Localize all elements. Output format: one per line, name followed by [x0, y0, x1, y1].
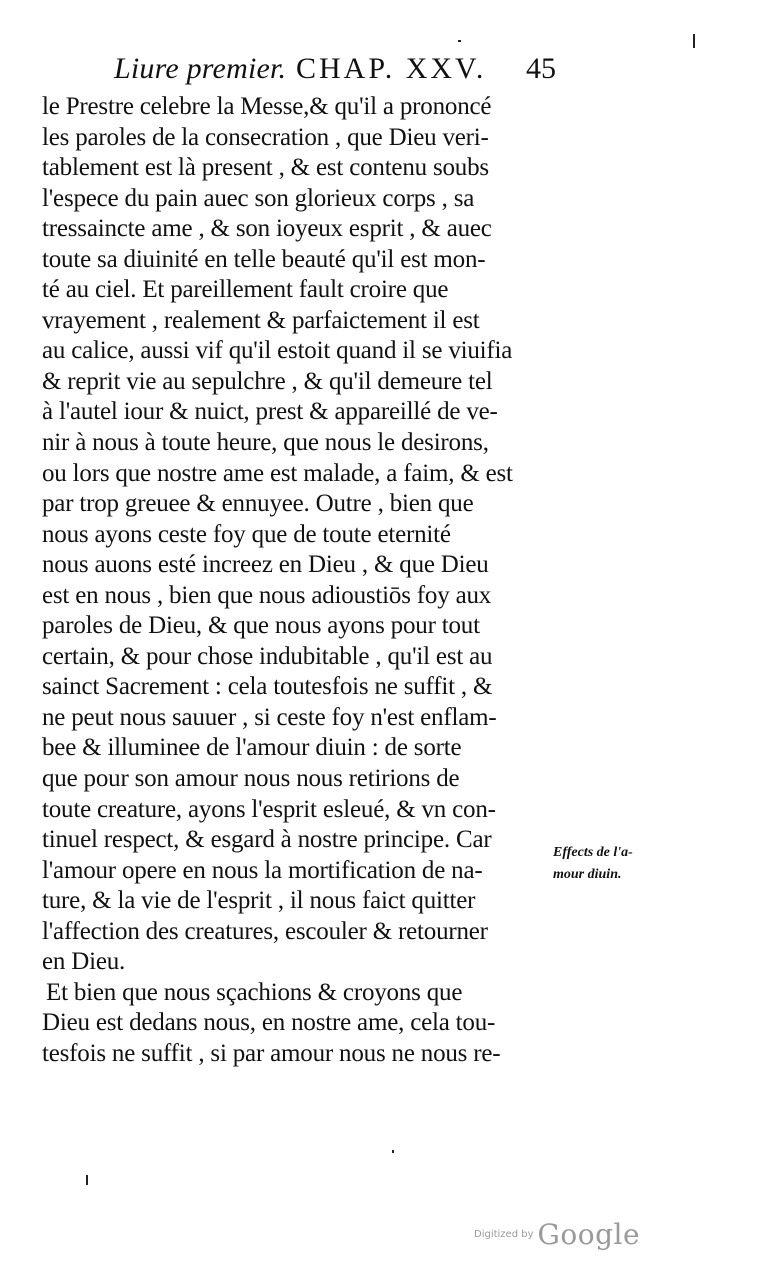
text-line: tablement est là present , & est contenu soubs	[42, 154, 489, 182]
text-line: tesfois ne suffit , si par amour nous ne nous re-	[42, 1039, 501, 1067]
running-title: Liure premier.	[114, 52, 287, 85]
text-line: tinuel respect, & esgard à nostre principe. Car	[42, 826, 492, 854]
text-line: toute sa diuinité en telle beauté qu'il est mon-	[42, 245, 486, 273]
text-line: par trop greuee & ennuyee. Outre , bien que	[42, 490, 474, 518]
page-header	[106, 52, 566, 92]
ink-speck	[458, 40, 461, 42]
text-line: & reprit vie au sepulchre , & qu'il demeure tel	[42, 367, 493, 395]
text-line: tressaincte ame , & son ioyeux esprit , & auec	[42, 215, 492, 243]
text-line: l'espece du pain auec son glorieux corps , sa	[42, 184, 475, 212]
margin-note	[553, 842, 663, 886]
text-line: les paroles de la consecration , que Dieu veri-	[42, 123, 489, 151]
text-line: nir à nous à toute heure, que nous le desirons,	[42, 429, 489, 457]
text-line: certain, & pour chose indubitable , qu'il est au	[42, 642, 493, 670]
text-line: vrayement , realement & parfaictement il est	[42, 306, 480, 334]
text-line: ou lors que nostre ame est malade, a faim, & est	[42, 459, 513, 487]
page-number: 45	[526, 52, 556, 85]
text-line: paroles de Dieu, & que nous ayons pour tout	[42, 612, 480, 640]
text-line: l'affection des creatures, escouler & retourner	[42, 917, 488, 945]
digitized-by-label: Digitized by	[474, 1229, 534, 1240]
chapter-label: CHAP. XXV.	[296, 52, 487, 85]
text-line: ture, & la vie de l'esprit , il nous faict quitter	[42, 887, 476, 915]
ink-speck	[392, 1150, 394, 1153]
text-line: toute creature, ayons l'esprit esleué, & vn con-	[42, 795, 496, 823]
text-line: le Prestre celebre la Messe,& qu'il a prononcé	[42, 93, 492, 120]
text-line: au calice, aussi vif qu'il estoit quand il se viuifia	[42, 337, 513, 365]
margin-note-line: mour diuin.	[553, 867, 622, 882]
text-line: Dieu est dedans nous, en nostre ame, cela tou-	[42, 1009, 496, 1037]
text-line: l'amour opere en nous la mortification de na-	[42, 856, 483, 884]
text-line: sainct Sacrement : cela toutesfois ne suffit , &	[42, 673, 493, 701]
body-text	[42, 92, 562, 1070]
text-line: nous auons esté increez en Dieu , & que Dieu	[42, 551, 489, 579]
text-line: que pour son amour nous nous retirions de	[42, 765, 460, 793]
text-line: té au ciel. Et pareillement fault croire que	[42, 276, 449, 304]
text-line: bee & illuminee de l'amour diuin : de sorte	[42, 734, 462, 762]
digitization-credit	[474, 1218, 640, 1251]
text-line: à l'autel iour & nuict, prest & appareillé de ve-	[42, 398, 498, 426]
text-line: est en nous , bien que nous adioustiōs foy aux	[42, 581, 492, 609]
ink-speck	[86, 1175, 88, 1185]
text-line: Et bien que nous sçachions & croyons que	[46, 978, 463, 1006]
text-line: ne peut nous sauuer , si ceste foy n'est enflam-	[42, 703, 497, 731]
ink-speck	[693, 34, 695, 48]
google-wordmark: Google	[537, 1218, 641, 1251]
text-line: en Dieu.	[42, 948, 126, 976]
margin-note-line: Effects de l'a-	[553, 845, 633, 860]
text-line: nous ayons ceste foy que de toute eternité	[42, 520, 451, 548]
